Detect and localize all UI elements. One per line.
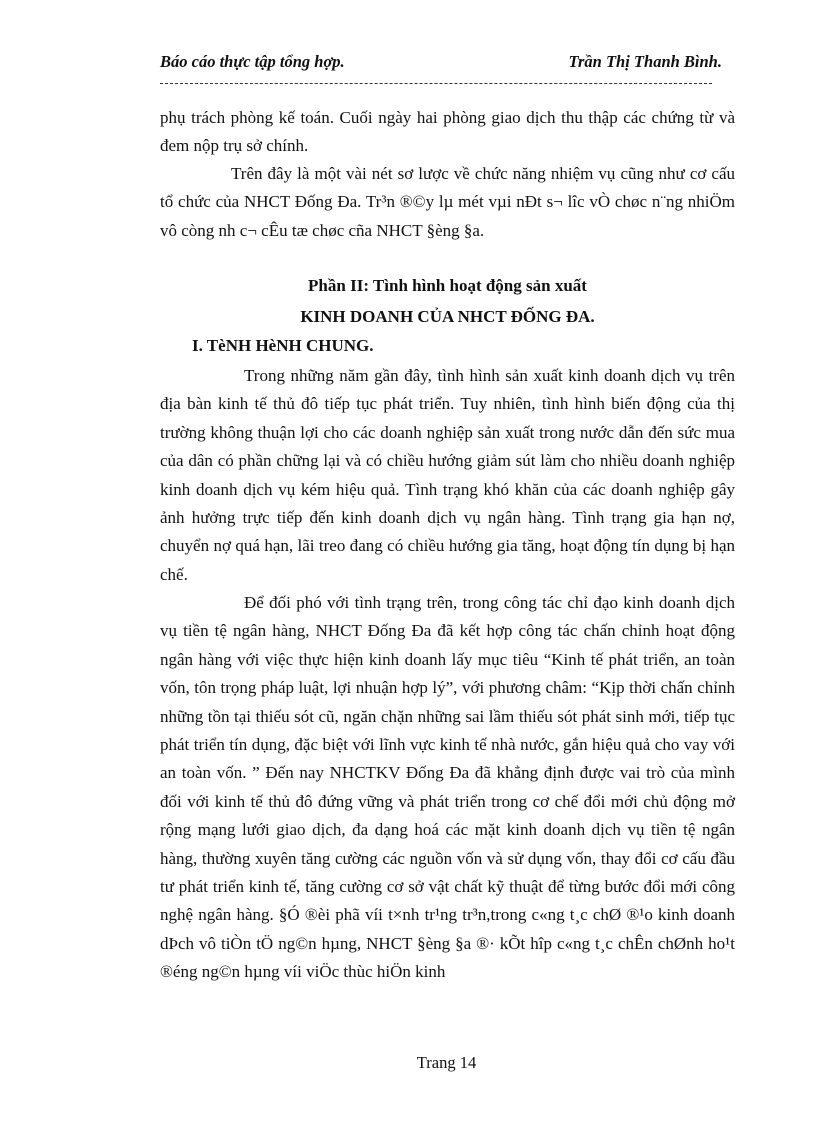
part-title-line-2: KINH DOANH CỦA NHCT ĐỐNG ĐA.: [300, 307, 595, 326]
header-divider: [160, 83, 712, 84]
author-name: Trần Thị Thanh Bình.: [568, 52, 722, 71]
section-heading: I. TèNH HèNH CHUNG.: [192, 336, 374, 355]
paragraph-response-strategy: Để đối phó với tình trạng trên, trong công tác chỉ đạo kinh doanh dịch vụ tiền tệ ngân hàng, NHCT Đống Đa đã kết hợp công tác chấn chỉnh hoạt động ngân hàng với việc thực hiện kinh doanh lấy mục tiêu “Kinh tế phát triển, an toàn vốn, tôn trọng pháp luật, lợi nhuận hợp lý”, với phương châm: “Kịp thời chấn chỉnh những tồn tại thiếu sót cũ, ngăn chặn những sai lầm thiếu sót phát sinh mới, tiếp tục phát triển tín dụng, đặc biệt với lĩnh vực kinh tế nhà nước, gắn hiệu quả cho vay với an toàn vốn. ” Đến nay NHCTKV Đống Đa đã khẳng định được vai trò của mình đối với kinh tế thủ đô đứng vững và phát triển trong cơ chế đổi mới chủ động mở rộng mạng lưới giao dịch, đa dạng hoá các mặt kinh doanh dịch vụ tiền tệ ngân hàng, thường xuyên tăng cường các nguồn vốn và sử dụng vốn, thay đổi cơ cấu đầu tư phát triển kinh tế, tăng cường cơ sở vật chất kỹ thuật để từng bước đổi mới công nghệ ngân hàng. §Ó ®èi phã víi t×nh tr¹ng tr³n,trong c«ng t¸c chØ ®¹o kinh doanh dÞch vô tiÒn tÖ ng©n hµng, NHCT §èng §a ®· kÕt hîp c«ng t¸c chÊn chØnh ho¹t ®éng ng©n hµng víi viÖc thùc hiÖn kinh: [160, 593, 735, 982]
page-number: Trang 14: [416, 1053, 477, 1072]
paragraph-summary: Trên đây là một vài nét sơ lược về chức năng nhiệm vụ cũng như cơ cấu tổ chức của NHCT Đống Đa. Tr³n ®©y lµ mét vµi nÐt s¬ lîc vÒ chøc n¨ng nhiÖm vô còng nh c¬ cÊu tæ chøc cña NHCT §èng §a.: [160, 164, 735, 240]
page-header: [160, 52, 722, 76]
part-title-line-1: Phần II: Tình hình hoạt động sản xuất: [308, 276, 587, 295]
paragraph-continuation: phụ trách phòng kế toán. Cuối ngày hai phòng giao dịch thu thập các chứng từ và đem nộp trụ sở chính.: [160, 108, 735, 156]
report-title: Báo cáo thực tập tổng hợp.: [160, 52, 345, 71]
paragraph-general-situation: Trong những năm gần đây, tình hình sản xuất kinh doanh dịch vụ trên địa bàn kinh tế thủ đô tiếp tục phát triển. Tuy nhiên, tình hình biến động của thị trường không thuận lợi cho các doanh nghiệp sản xuất trong nước dẫn đến sức mua của dân có phần chững lại và có chiều hướng giảm sút làm cho nhiều doanh nghiệp kinh doanh dịch vụ kém hiệu quả. Tình trạng khó khăn của các doanh nghiệp gây ảnh hưởng trực tiếp đến kinh doanh dịch vụ ngân hàng. Tình trạng gia hạn nợ, chuyển nợ quá hạn, lãi treo đang có chiều hướng gia tăng, hoạt động tín dụng bị hạn chế.: [160, 366, 735, 584]
